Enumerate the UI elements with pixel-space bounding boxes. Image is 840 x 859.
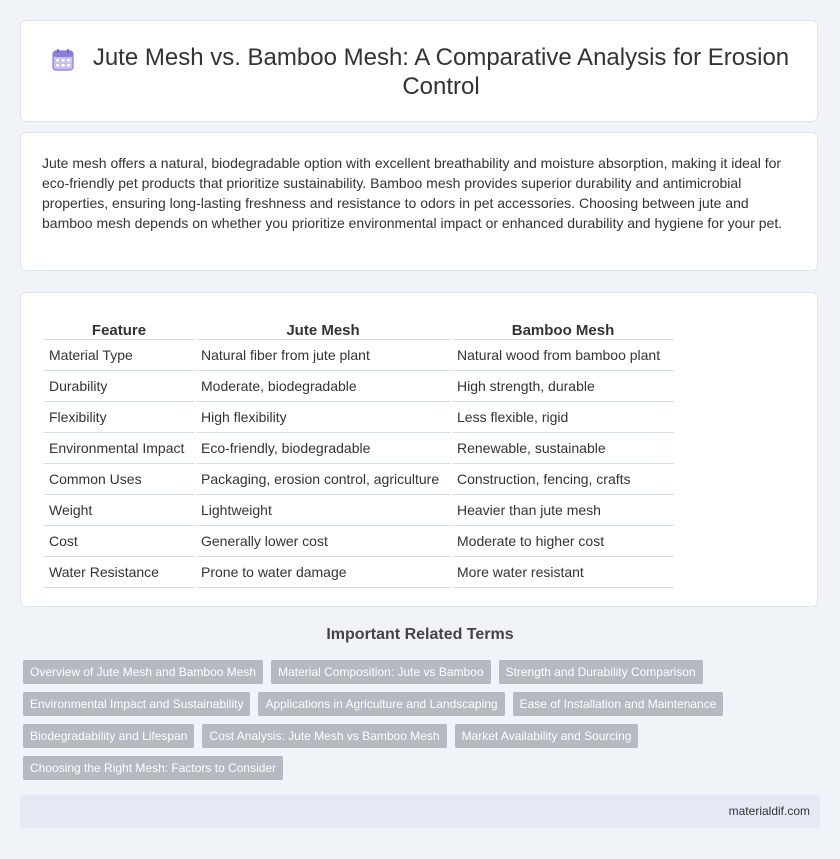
table-row <box>44 340 674 371</box>
cell-feature: Common Uses <box>44 464 194 495</box>
table-row <box>44 371 674 402</box>
cell-feature: Weight <box>44 495 194 526</box>
footer-site-name: materialdif.com <box>728 804 810 818</box>
footer <box>20 795 820 828</box>
intro-card <box>20 132 818 271</box>
cell-feature: Flexibility <box>44 402 194 433</box>
related-term-tag[interactable]: Biodegradability and Lifespan <box>23 724 194 748</box>
cell-feature: Environmental Impact <box>44 433 194 464</box>
cell-jute-mesh: Generally lower cost <box>196 526 450 557</box>
table-header-row <box>44 313 674 340</box>
intro-paragraph: Jute mesh offers a natural, biodegradable option with excellent breathability and moisture absorption, making it ideal for eco-friendly pet products that prioritize sustainability. Bamboo mesh provides superior durability and antimicrobial properties, ensuring long-lasting freshness and resistance to odors in pet accessories. Choosing between jute and bamboo mesh depends on whether you prioritize environmental impact or enhanced durability and hygiene for your pet. <box>42 155 783 231</box>
cell-jute-mesh: High flexibility <box>196 402 450 433</box>
cell-feature: Material Type <box>44 340 194 371</box>
table-row <box>44 557 674 588</box>
cell-bamboo-mesh: Moderate to higher cost <box>452 526 674 557</box>
cell-feature: Cost <box>44 526 194 557</box>
cell-jute-mesh: Lightweight <box>196 495 450 526</box>
related-term-tag[interactable]: Environmental Impact and Sustainability <box>23 692 250 716</box>
page-title: Jute Mesh vs. Bamboo Mesh: A Comparative Analysis for Erosion Control <box>92 44 790 100</box>
column-header-feature: Feature <box>44 313 194 340</box>
related-term-tag[interactable]: Choosing the Right Mesh: Factors to Consider <box>23 756 283 780</box>
related-terms-list <box>23 660 743 788</box>
cell-jute-mesh: Prone to water damage <box>196 557 450 588</box>
table-body <box>44 340 674 588</box>
cell-bamboo-mesh: Natural wood from bamboo plant <box>452 340 674 371</box>
related-term-tag[interactable]: Overview of Jute Mesh and Bamboo Mesh <box>23 660 263 684</box>
cell-bamboo-mesh: High strength, durable <box>452 371 674 402</box>
table-row <box>44 402 674 433</box>
related-term-tag[interactable]: Market Availability and Sourcing <box>455 724 639 748</box>
cell-bamboo-mesh: Less flexible, rigid <box>452 402 674 433</box>
cell-feature: Durability <box>44 371 194 402</box>
related-term-tag[interactable]: Applications in Agriculture and Landscaping <box>258 692 504 716</box>
comparison-table <box>42 313 676 588</box>
cell-bamboo-mesh: Renewable, sustainable <box>452 433 674 464</box>
cell-jute-mesh: Natural fiber from jute plant <box>196 340 450 371</box>
related-term-tag[interactable]: Material Composition: Jute vs Bamboo <box>271 660 490 684</box>
table-row <box>44 495 674 526</box>
cell-bamboo-mesh: Construction, fencing, crafts <box>452 464 674 495</box>
cell-jute-mesh: Eco-friendly, biodegradable <box>196 433 450 464</box>
comparison-card <box>20 292 818 607</box>
column-header-jute-mesh: Jute Mesh <box>196 313 450 340</box>
cell-bamboo-mesh: Heavier than jute mesh <box>452 495 674 526</box>
cell-jute-mesh: Packaging, erosion control, agriculture <box>196 464 450 495</box>
column-header-bamboo-mesh: Bamboo Mesh <box>452 313 674 340</box>
cell-jute-mesh: Moderate, biodegradable <box>196 371 450 402</box>
calendar-icon <box>51 48 75 72</box>
cell-feature: Water Resistance <box>44 557 194 588</box>
table-row <box>44 464 674 495</box>
table-row <box>44 433 674 464</box>
related-term-tag[interactable]: Strength and Durability Comparison <box>499 660 703 684</box>
header-card <box>20 20 818 122</box>
related-term-tag[interactable]: Cost Analysis: Jute Mesh vs Bamboo Mesh <box>202 724 446 748</box>
cell-bamboo-mesh: More water resistant <box>452 557 674 588</box>
related-terms-title: Important Related Terms <box>326 626 514 643</box>
related-term-tag[interactable]: Ease of Installation and Maintenance <box>513 692 724 716</box>
table-row <box>44 526 674 557</box>
